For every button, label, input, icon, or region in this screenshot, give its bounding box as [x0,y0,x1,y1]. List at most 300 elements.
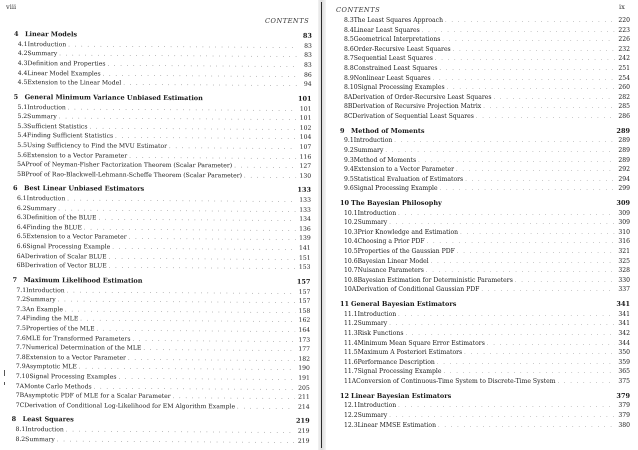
chapter-title: General Minimum Variance Unbiased Estimation [24,92,203,102]
section-page: 379 [618,402,630,410]
section-number: 6B [16,262,25,270]
section-title: Introduction [26,195,66,203]
section-title: Summary [27,50,58,58]
section-page: 127 [299,162,312,170]
section-number: 8B [344,103,353,111]
section-page: 316 [618,238,630,246]
section-number: 7B [15,392,25,400]
section-number: 7C [15,401,25,409]
running-header: CONTENTS [265,17,310,25]
section-page: 205 [298,384,310,392]
section-row [340,209,630,219]
chapter-row [340,126,630,137]
section-page: 220 [618,17,630,24]
section-page: 157 [298,297,311,306]
section-title: Summary [357,411,388,419]
chapter-title: Maximum Likelihood Estimation [23,275,143,285]
section-title: Derivation of Vector BLUE [24,262,107,270]
section-title: Sequential Least Squares [353,55,433,63]
section-page: 341 [618,310,630,318]
section-number: 7.10 [15,373,30,381]
section-page: 94 [303,80,312,88]
section-title: Summary [26,204,57,212]
section-row [340,35,630,45]
dot-leader [438,422,615,432]
section-number: 8.3 [344,17,354,24]
scan-mark [4,370,5,376]
chapter-page: 309 [616,198,630,207]
chapter-page: 83 [302,31,312,40]
section-page: 359 [618,358,630,366]
section-number: 6.5 [16,233,27,241]
section-title: Extension to a Vector Parameter [26,151,128,160]
section-title: Signal Processing Example [357,368,442,376]
dot-leader [146,191,295,192]
section-title: Introduction [357,310,397,318]
section-title: Finding Sufficient Statistics [27,132,114,140]
section-number: 7.5 [16,325,26,333]
dot-leader [398,311,615,321]
section-number: 5.3 [17,122,28,130]
section-title: Asymptotic MLE [25,363,77,371]
section-title: Signal Processing Examples [357,84,445,92]
section-page: 232 [618,45,630,53]
section-number: 6.1 [16,195,27,203]
chapter-number: 10 [340,198,350,207]
dot-leader [493,94,615,104]
section-title: Nonlinear Least Squares [353,74,431,82]
dot-leader [483,103,615,113]
section-title: Introduction [357,209,397,217]
section-page: 139 [299,235,311,243]
section-page: 130 [299,172,312,180]
left-page [0,0,318,450]
section-row [12,401,310,412]
chapter-page: 219 [296,417,310,426]
section-title: Derivation of Scalar BLUE [24,252,107,261]
dot-leader [109,263,296,274]
section-title: Introduction [25,426,64,434]
section-number: 11.3 [344,330,358,338]
section-title: Summary [357,219,388,227]
chapter-page: 133 [297,186,312,195]
chapter-page: 289 [616,126,630,135]
section-page: 260 [618,84,630,92]
section-number: 11.4 [344,339,358,347]
section-page: 251 [618,64,630,72]
chapter-number: 5 [13,92,19,101]
section-row [340,377,630,387]
section-page: 223 [618,26,630,34]
section-row [340,421,630,431]
dot-leader [431,258,615,268]
section-row [340,175,630,185]
section-page: 164 [298,326,311,334]
section-row [340,83,630,93]
chapter-block [340,126,630,194]
section-title: Geometrical Interpretations [353,36,441,44]
section-title: Conversion of Continuous-Time System to Discrete-Time System [356,377,556,385]
chapter-block [13,92,312,181]
section-page: 83 [303,61,312,69]
section-number: 7.3 [16,305,27,313]
dot-leader [389,320,615,330]
section-title: Maximum A Posteriori Estimators [357,349,463,357]
section-number: 7.6 [16,334,26,342]
section-row [340,237,630,247]
section-title: Properties of the MLE [25,325,95,333]
section-number: 9.1 [344,137,354,145]
section-title: Derivation of Order-Recursive Least Squares [352,93,492,101]
section-number: 7.1 [16,286,27,294]
chapter-row [340,198,630,209]
dot-leader [57,436,295,447]
section-number: 5B [17,170,26,178]
section-page: 286 [618,112,630,120]
section-title: Properties of the Gaussian PDF [357,248,455,256]
chapter-number: 11 [340,300,350,309]
section-row [14,78,312,89]
chapter-number: 7 [12,275,18,284]
section-number: 10A [344,286,357,294]
section-page: 341 [618,320,630,328]
section-page: 134 [299,216,311,224]
section-row [340,112,630,122]
section-number: 10.8 [344,276,358,284]
chapter-title: Method of Moments [351,126,425,135]
section-number: 5.4 [17,132,28,140]
dot-leader [422,27,615,37]
section-page: 211 [298,393,310,402]
scan-mark [4,382,5,385]
section-title: Constrained Least Squares [353,64,438,72]
chapter-number: 12 [340,391,350,400]
section-page: 330 [618,276,630,284]
section-page: 289 [618,137,630,145]
section-page: 325 [618,257,630,265]
section-number: 11.5 [344,349,358,357]
dot-leader [398,402,615,412]
section-number: 9.5 [344,175,354,183]
section-title: Monte Carlo Methods [24,382,92,391]
section-number: 4.5 [17,79,28,87]
section-title: Summary [27,113,57,121]
section-row [340,218,630,228]
section-page: 379 [618,411,630,419]
section-page: 242 [618,55,630,63]
chapter-title: General Bayesian Estimators [351,300,457,309]
section-page: 104 [299,134,312,142]
section-number: 11.7 [344,368,358,376]
section-number: 12.1 [344,402,358,410]
chapter-block [340,299,630,387]
section-row [340,276,630,286]
section-row [340,247,630,257]
running-header: CONTENTS [336,6,381,14]
section-page: 173 [298,336,311,344]
section-page: 365 [618,368,630,376]
section-number: 9.3 [344,156,354,164]
section-page: 153 [298,264,311,272]
section-page: 157 [298,288,311,296]
section-page: 136 [299,225,311,233]
chapter-page: 341 [616,300,630,309]
section-title: Bayesian Estimation for Deterministic Parameters [357,276,513,284]
section-title: Statistical Evaluation of Estimators [353,175,464,183]
section-title: Summary [25,435,55,444]
section-page: 299 [618,185,630,193]
section-title: Introduction [27,103,66,111]
section-number: 11.1 [344,310,358,318]
section-row [340,266,630,276]
section-number: 10.7 [344,267,358,275]
section-number: 4.2 [17,50,28,58]
section-number: 10.3 [344,228,358,236]
section-title: Extension to a Vector Parameter [25,353,126,362]
section-title: Introduction [26,286,65,294]
chapter-page: 157 [296,277,311,286]
section-title: Extension to a Vector Parameter [26,233,127,242]
section-row [340,285,630,295]
section-number: 12.2 [344,411,358,419]
right-page [326,0,638,450]
chapter-block [340,16,630,122]
section-number: 8.2 [15,435,26,443]
section-title: Summary [353,146,384,154]
section-row [340,45,630,55]
section-page: 294 [618,175,630,183]
dot-leader [385,147,615,157]
section-number: 4.3 [17,60,28,68]
section-row [340,93,630,103]
dot-leader [558,378,615,388]
section-title: Introduction [27,40,67,49]
section-row [13,170,311,181]
section-row [340,184,630,194]
section-number: 9.6 [344,185,354,193]
dot-leader [442,36,615,46]
section-number: 8.10 [344,84,358,92]
section-page: 344 [618,339,630,347]
section-number: 5.1 [17,103,28,111]
section-row [340,54,630,64]
section-row [340,74,630,84]
section-number: 4.1 [17,40,28,48]
section-title: Signal Processing Example [353,185,438,193]
section-page: 177 [298,345,311,354]
section-title: Using Sufficiency to Find the MVU Estimator [26,142,168,150]
section-title: Prior Knowledge and Estimation [357,228,459,236]
toc-right [340,16,630,430]
section-number: 9.4 [344,166,354,174]
dot-leader [79,36,297,37]
section-number: 7.9 [15,363,26,371]
chapter-number: 6 [13,184,18,193]
dot-leader [398,210,615,220]
section-page: 151 [298,254,311,262]
section-title: Performance Description [357,358,435,366]
section-row [340,136,630,146]
section-title: Order-Recursive Least Squares [353,45,451,53]
section-number: 6.6 [16,243,27,251]
section-number: 7.8 [15,353,26,361]
chapter-title: Linear Models [24,30,78,39]
chapter-block [340,391,630,431]
section-title: Finding the BLUE [26,223,82,232]
section-number: 6.2 [16,204,27,212]
section-page: 101 [299,105,312,113]
section-title: Sufficient Statistics [27,122,88,131]
dot-leader [144,283,294,284]
section-row [12,425,310,436]
section-page: 86 [303,71,312,79]
section-page: 162 [298,317,311,325]
section-number: 8A [344,93,353,101]
section-title: Linear MMSE Estimation [357,421,437,429]
section-page: 182 [298,355,311,363]
section-page: 226 [618,36,630,44]
section-row [340,339,630,349]
section-number: 6.4 [16,223,27,231]
chapter-number: 4 [13,29,19,39]
chapter-number: 9 [340,126,345,135]
dot-leader [457,248,615,258]
section-page: 292 [618,166,630,174]
chapter-row [340,299,630,310]
section-title: Definition of the BLUE [26,214,97,222]
section-row [340,319,630,329]
chapter-page: 101 [297,94,312,103]
section-row [13,103,311,114]
section-page: 141 [299,244,311,252]
page-number: viii [6,3,17,11]
section-title: Introduction [357,402,397,410]
section-page: 342 [618,330,630,338]
section-page: 289 [618,156,630,164]
section-row [12,286,310,297]
section-page: 219 [297,427,310,435]
gutter-line [321,2,322,448]
chapter-page: 379 [616,391,630,400]
dot-leader [244,172,296,182]
dot-leader [440,185,615,195]
section-title: Bayesian Linear Model [357,257,429,265]
section-title: Signal Processing Example [26,243,111,251]
section-number: 11.6 [344,358,358,366]
section-row [340,348,630,358]
section-page: 133 [299,196,311,204]
section-title: Introduction [353,137,393,145]
section-page: 309 [618,209,630,217]
section-row [11,435,309,446]
section-title: An Example [25,305,64,314]
section-page: 116 [299,153,312,161]
chapter-title: Least Squares [22,415,74,424]
section-number: 11A [344,377,357,385]
toc-left [11,29,312,446]
section-row [340,310,630,320]
section-number: 6.3 [16,214,27,222]
dot-leader [205,100,296,101]
section-page: 337 [618,286,630,294]
chapter-block [13,183,312,272]
section-row [340,358,630,368]
section-number: 8.9 [344,74,354,82]
section-page: 190 [298,365,310,373]
section-number: 5.5 [17,141,28,150]
section-title: The Least Squares Approach [353,17,444,24]
section-title: Derivation of Sequential Least Squares [352,112,474,120]
section-row [340,228,630,238]
chapter-number: 8 [11,415,17,424]
section-title: Derivation of Recursive Projection Matrix [352,103,482,111]
section-row [340,102,630,112]
dot-leader [439,65,615,75]
section-number: 10.5 [344,248,358,256]
section-number: 8.1 [15,426,26,434]
section-title: Linear Model Examples [27,69,101,78]
section-page: 133 [299,206,311,214]
section-number: 9.2 [344,146,354,154]
section-number: 7.2 [16,296,27,304]
section-row [340,329,630,339]
section-title: Summary [357,320,388,328]
chapter-block [14,29,312,90]
section-row [340,16,630,26]
section-row [340,401,630,411]
section-number: 7.7 [16,344,26,352]
section-row [340,367,630,377]
section-page: 285 [618,103,630,111]
dot-leader [476,113,615,123]
dot-leader [237,403,295,413]
section-title: Proof of Rao-Blackwell-Lehmann-Scheffe Theorem (Scalar Parameter) [25,170,243,180]
section-page: 310 [618,228,630,236]
section-page: 254 [618,74,630,82]
section-row [340,257,630,267]
section-number: 10.2 [344,219,358,227]
section-title: Minimum Mean Square Error Estimators [357,339,485,347]
section-row [340,64,630,74]
section-title: Choosing a Prior PDF [357,238,425,246]
dot-leader [234,162,296,172]
section-page: 102 [299,124,312,132]
section-number: 8.8 [344,64,354,72]
dot-leader [464,349,615,359]
chapter-block [11,414,309,446]
dot-leader [481,286,615,296]
dot-leader [460,229,615,239]
section-page: 214 [298,403,310,411]
section-number: 7A [15,382,25,390]
section-number: 8.7 [344,55,354,63]
section-number: 5.2 [17,113,28,121]
section-row [13,261,311,272]
dot-leader [456,166,615,176]
section-row [14,40,312,51]
section-number: 8.4 [344,26,354,34]
section-page: 380 [618,421,630,429]
chapter-row [340,391,630,402]
section-page: 107 [299,143,312,151]
section-page: 101 [299,114,312,122]
section-page: 309 [618,219,630,227]
dot-leader [433,75,615,85]
section-title: Method of Moments [353,156,417,164]
dot-leader [435,55,615,65]
section-number: 8C [344,112,353,120]
chapter-title: Linear Bayesian Estimators [351,391,452,400]
